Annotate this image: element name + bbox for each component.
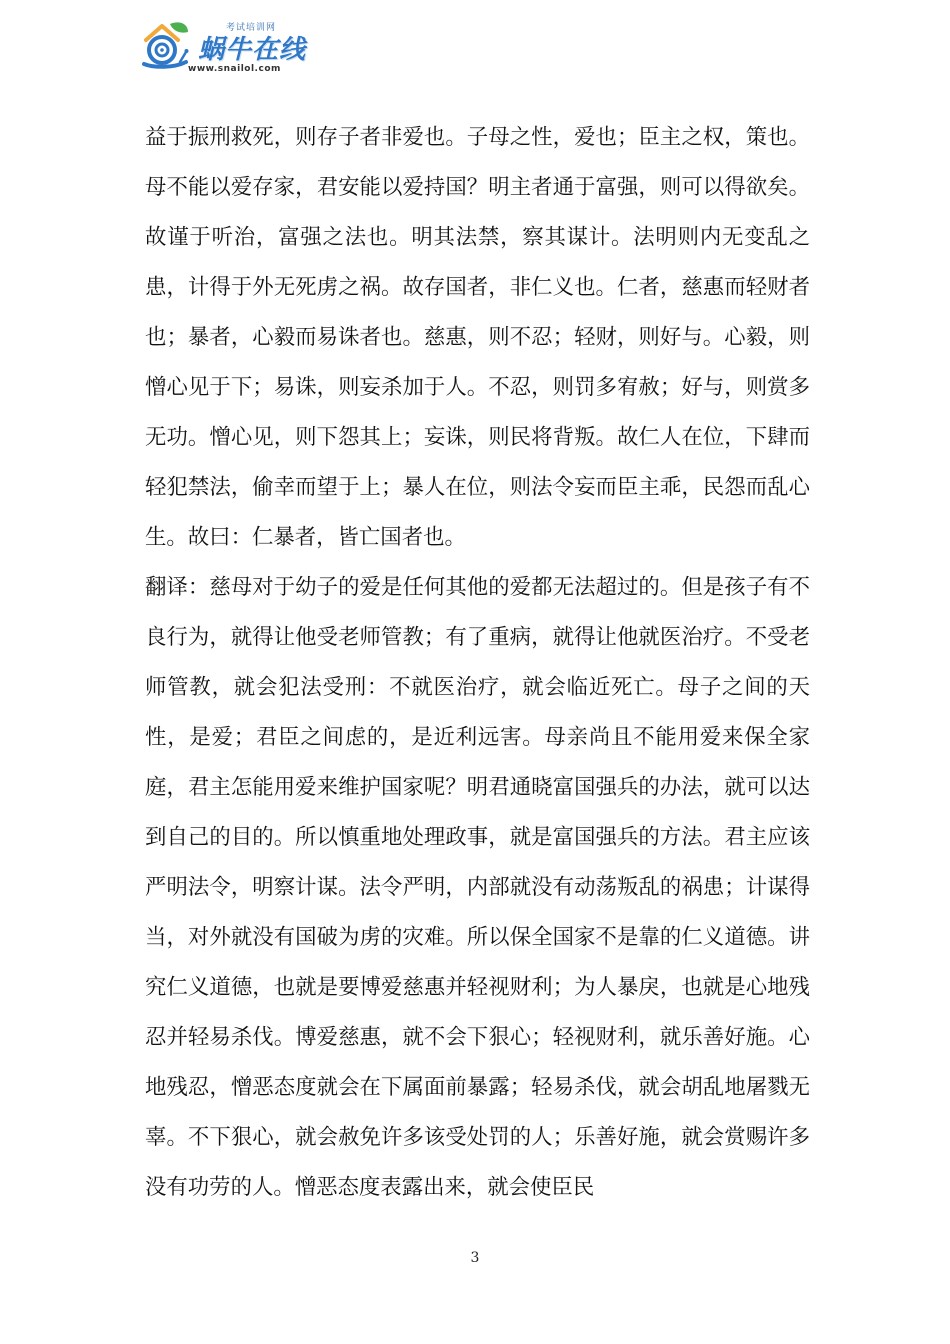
paragraph-original-text: 益于振刑救死，则存子者非爱也。子母之性，爱也；臣主之权，策也。母不能以爱存家，君安能以爱持国？明主者通于富强，则可以得欲矣。故谨于听治，富强之法也。明其法禁，察其谋计。法明则内无变乱之患，计得于外无死虏之祸。故存国者，非仁义也。仁者，慈惠而轻财者也；暴者，心毅而易诛者也。慈惠，则不忍；轻财，则好与。心毅，则憎心见于下；易诛，则妄杀加于人。不忍，则罚多宥赦；好与，则赏多无功。憎心见，则下怨其上；妄诛，则民将背叛。故仁人在位，下肆而轻犯禁法，偷幸而望于上；暴人在位，则法令妄而臣主乖，民怨而乱心生。故曰：仁暴者，皆亡国者也。 <box>145 125 810 550</box>
paragraph-translation: 翻译：慈母对于幼子的爱是任何其他的爱都无法超过的。但是孩子有不良行为，就得让他受老师管教；有了重病，就得让他就医治疗。不受老师管教，就会犯法受刑：不就医治疗，就会临近死亡。母子之间的天性，是爱；君臣之间虑的，是近利远害。母亲尚且不能用爱来保全家庭，君主怎能用爱来维护国家呢？明君通晓富国强兵的办法，就可以达到自己的目的。所以慎重地处理政事，就是富国强兵的方法。君主应该严明法令，明察计谋。法令严明，内部就没有动荡叛乱的祸患；计谋得当，对外就没有国破为虏的灾难。所以保全国家不是靠的仁义道德。讲究仁义道德，也就是要博爱慈惠并轻视财利；为人暴戾，也就是心地残忍并轻易杀伐。博爱慈惠，就不会下狠心；轻视财利，就乐善好施。心地残忍，憎恶态度就会在下属面前暴露；轻易杀伐，就会胡乱地屠戮无辜。不下狠心，就会赦免许多该受处罚的人；乐善好施，就会赏赐许多没有功劳的人。憎恶态度表露出来，就会使臣民 <box>145 575 810 1200</box>
logo-name: 蜗牛在线 <box>198 35 307 65</box>
header-logo[interactable] <box>140 14 307 74</box>
snail-logo-icon <box>140 18 192 70</box>
logo-subtitle: 考试培训网 <box>226 23 277 33</box>
document-body <box>145 113 810 1213</box>
page-number: 3 <box>470 1250 480 1266</box>
logo-url: www.snailol.com <box>188 64 281 74</box>
